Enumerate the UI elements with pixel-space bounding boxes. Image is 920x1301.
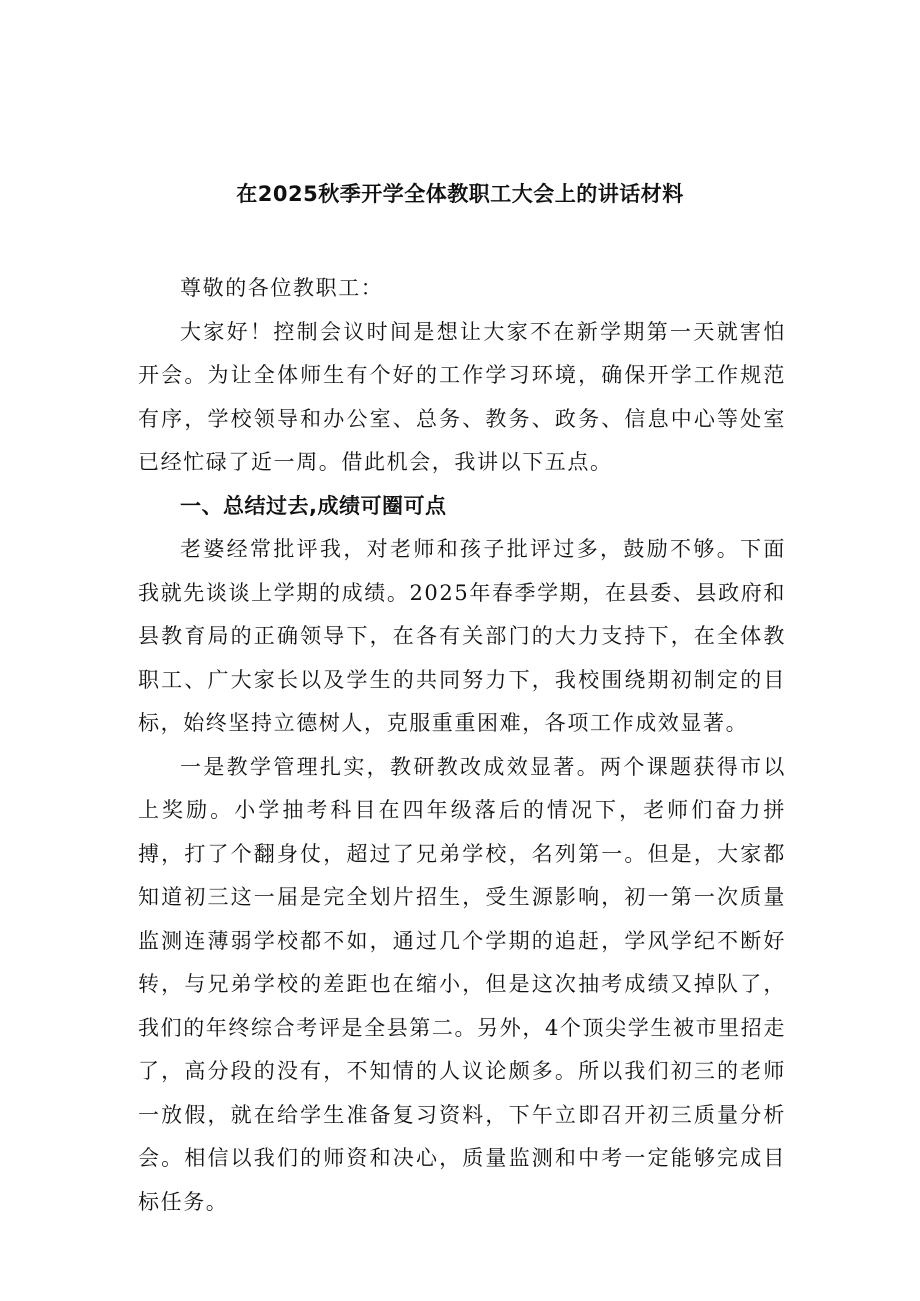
document-title: 在2025秋季开学全体教职工大会上的讲话材料 (236, 182, 684, 206)
salutation: 尊敬的各位教职工： (180, 276, 384, 300)
document-body (138, 267, 786, 1224)
paragraph-achievements: 老婆经常批评我，对老师和孩子批评过多，鼓励不够。下面我就先谈谈上学期的成绩。2025年春季学期，在县委、县政府和县教育局的正确领导下，在各有关部门的大力支持下，在全体教职工、广大家长以及学生的共同努力下，我校围绕期初制定的目标，始终坚持立德树人，克服重重困难，各项工作成效显著。 (138, 537, 786, 735)
paragraph-greeting: 大家好！控制会议时间是想让大家不在新学期第一天就害怕开会。为让全体师生有个好的工作学习环境，确保开学工作规范有序，学校领导和办公室、总务、教务、政务、信息中心等处室已经忙碌了近一周。借此机会，我讲以下五点。 (138, 319, 786, 474)
paragraph-teaching: 一是教学管理扎实，教研教改成效显著。两个课题获得市以上奖励。小学抽考科目在四年级落后的情况下，老师们奋力拼搏，打了个翻身仗，超过了兄弟学校，名列第一。但是，大家都知道初三这一届是完全划片招生，受生源影响，初一第一次质量监测连薄弱学校都不如，通过几个学期的追赶，学风学纪不断好转，与兄弟学校的差距也在缩小，但是这次抽考成绩又掉队了，我们的年终综合考评是全县第二。另外，4个顶尖学生被市里招走了，高分段的没有，不知情的人议论颇多。所以我们初三的老师一放假，就在给学生准备复习资料，下午立即召开初三质量分析会。相信以我们的师资和决心，质量监测和中考一定能够完成目标任务。 (138, 754, 786, 1214)
section-heading: 一、总结过去,成绩可圈可点 (180, 493, 447, 518)
